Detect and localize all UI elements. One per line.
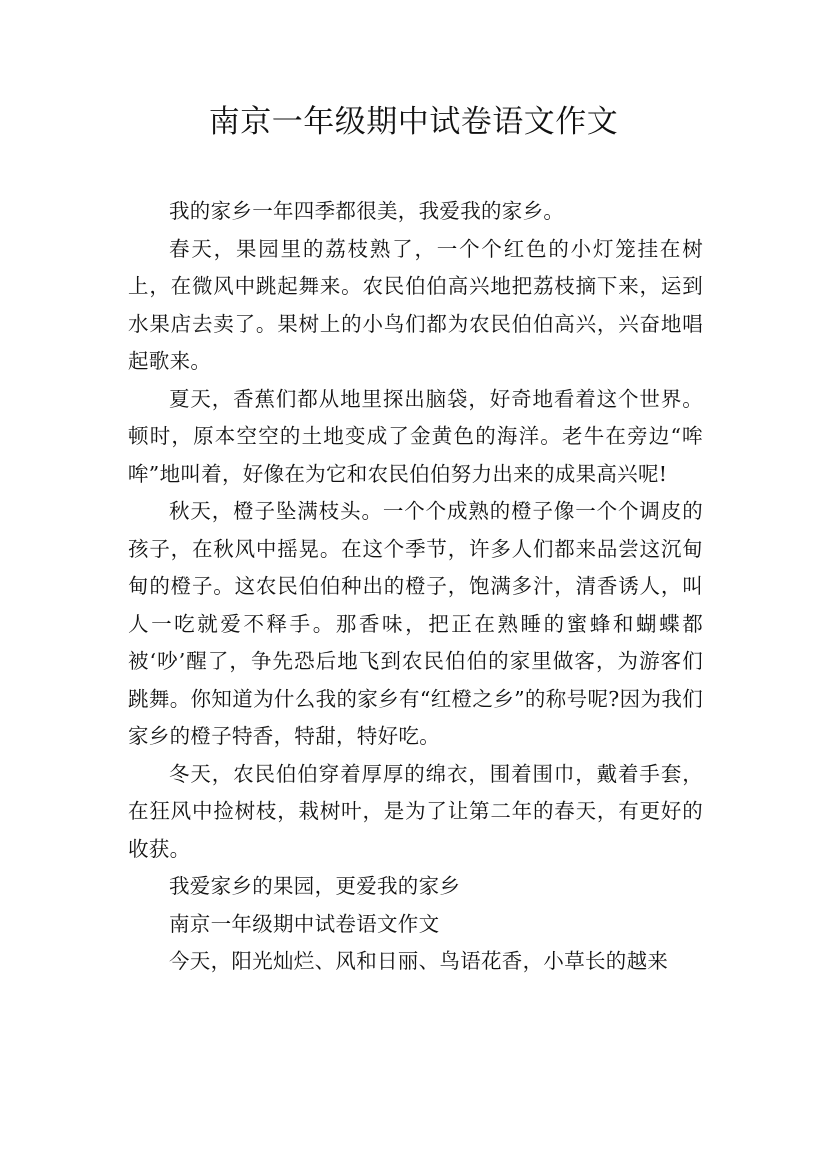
- paragraph: 冬天，农民伯伯穿着厚厚的绵衣，围着围巾，戴着手套，在狂风中捡树枝，栽树叶，是为了让第二年的春天，有更好的收获。: [128, 761, 703, 861]
- document-body: [128, 193, 703, 981]
- paragraph: 我的家乡一年四季都很美，我爱我的家乡。: [169, 199, 565, 223]
- paragraph: 今天，阳光灿烂、风和日丽、鸟语花香，小草长的越来: [169, 949, 669, 973]
- paragraph: 我爱家乡的果园，更爱我的家乡: [169, 874, 461, 898]
- paragraph: 春天，果园里的荔枝熟了，一个个红色的小灯笼挂在树上，在微风中跳起舞来。农民伯伯高兴地把荔枝摘下来，运到水果店去卖了。果树上的小鸟们都为农民伯伯高兴，兴奋地唱起歌来。: [128, 236, 703, 373]
- paragraph: 秋天，橙子坠满枝头。一个个成熟的橙子像一个个调皮的孩子，在秋风中摇晃。在这个季节，许多人们都来品尝这沉甸甸的橙子。这农民伯伯种出的橙子，饱满多汁，清香诱人，叫人一吃就爱不释手。那香味，把正在熟睡的蜜蜂和蝴蝶都被‘吵’醒了，争先恐后地飞到农民伯伯的家里做客，为游客们跳舞。你知道为什么我的家乡有“红橙之乡”的称号呢?因为我们家乡的橙子特香，特甜，特好吃。: [128, 499, 703, 748]
- paragraph: 夏天，香蕉们都从地里探出脑袋，好奇地看着这个世界。顿时，原本空空的土地变成了金黄色的海洋。老牛在旁边“哞哞”地叫着，好像在为它和农民伯伯努力出来的成果高兴呢!: [128, 386, 703, 486]
- document-title: 南京一年级期中试卷语文作文: [208, 104, 619, 140]
- paragraph: 南京一年级期中试卷语文作文: [169, 911, 440, 936]
